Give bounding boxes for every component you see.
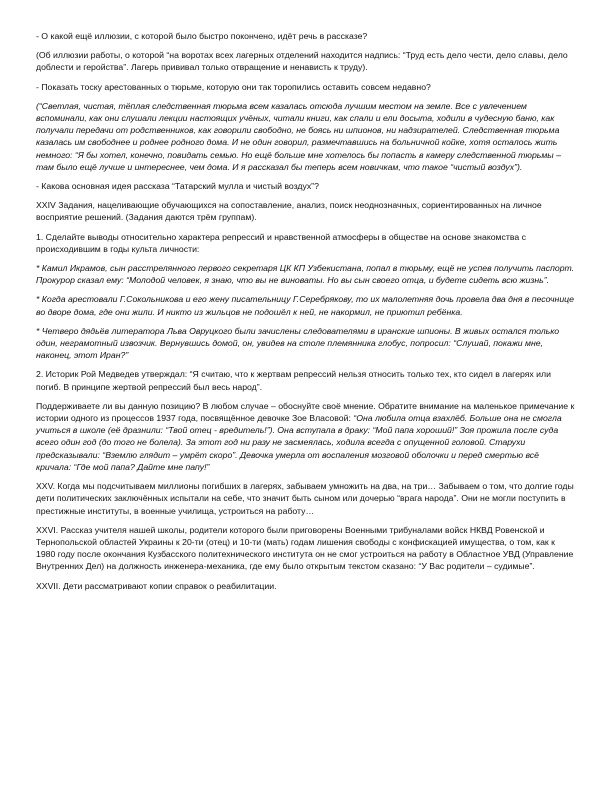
discussion-zoya-vlasova xyxy=(36,400,576,473)
section-xxvii: XXVII. Дети рассматривают копии справок о реабилитации. xyxy=(36,580,277,591)
section-xxv: XXV. Когда мы подсчитываем миллионы погибших в лагерях, забываем умножить на два, на три… Забываем о том, что долгие годы дети политических заключённых испытали на себе, что значит быть сыном или дочерью “врага народа”. Они не могли поступить в престижные институты, в военные училища, устроиться на работу… xyxy=(36,481,574,516)
discussion-lead: Поддерживаете ли вы данную позицию? В любом случае – обоснуйте своё мнение. Обратите внимание на маленькое примечание к истории одного из процессов 1937 года, посвящённое девочке Зое Власовой: xyxy=(36,400,575,424)
answer-prison-longing-quote: (“Светлая, чистая, тёплая следственная тюрьма всем казалась отсюда лучшим местом на земле. Все с увлечением вспоминали, как они слушали лекции настоящих учёных, читали книги, как спали и ели досыта, ходили в чудесную баню, как получали передачи от родственников, как говорили свободно, не боясь ни шпионов, ни надзирателей. Следственная тюрьма казалась им свободнее и роднее родного дома. И не один говорил, размечтавшись на больничной койке, хотя осталось жить немного: “Я бы хотел, конечно, повидать семью. Но ещё больше мне хотелось бы попасть в камеру следственной тюрьмы – там было ещё лучше и интереснее, чем дома. И я рассказал бы теперь всем новичкам, что такое “чистый воздух”). xyxy=(36,100,561,172)
question-main-idea: - Какова основная идея рассказа “Татарский мулла и чистый воздух”? xyxy=(36,181,319,192)
task-2: 2. Историк Рой Медведев утверждал: “Я считаю, что к жертвам репрессий нельзя относить только тех, кто сидел в лагерях или погиб. В принципе жертвой репрессий был весь народ”. xyxy=(36,369,551,392)
document-body xyxy=(36,30,576,599)
answer-illusion: (Об иллюзии работы, о которой “на воротах всех лагерных отделений находится надпись: “Труд есть дело чести, дело славы, дело доблести и геройства”. Лагерь прививал только отвращение и ненависть к труду). xyxy=(36,50,568,73)
question-illusion: - О какой ещё иллюзии, с которой было быстро покончено, идёт речь в рассказе? xyxy=(36,31,368,41)
section-xxiv-heading: XXIV Задания, нацеливающие обучающихся на сопоставление, анализ, поиск неоднозначных, сориентированных на личное восприятие решений. (Задания даются трём группам). xyxy=(36,200,542,223)
task-1: 1. Сделайте выводы относительно характера репрессий и нравственной атмосферы в обществе на основе знакомства с происходившим в годы культа личности: xyxy=(36,231,526,254)
section-xxvi: XXVI. Рассказ учителя нашей школы, родители которого были приговорены Военными трибуналами войск НКВД Ровенской и Тернопольской областей Украины к 20-ти (отец) и 10-ти (мать) годам лишения свободы с конфискацией имущества, о том, как к 1980 году после окончания Кузбасского политехнического института он не смог устроиться на работу в Областное УВД (Управление Внутренних Дел) на должность инженера-механика, где ему было открытым текстом сказано: “У Вас родители – судимые”. xyxy=(36,524,574,572)
example-ovrutsky: * Четверо дядьёв литератора Льва Овруцкого были зачислены следователями в иранские шпионы. В живых остался только один, неграмотный извозчик. Вернувшись домой, он, увидев на столе племянника глобус, попросил: “Слушай, покажи мне, наконец, этот Иран?” xyxy=(36,325,560,361)
zoya-quote: “Она любила отца взахлёб. Больше она не смогла учиться в школе (её дразнили: “Твой отец - вредитель!”). Она вступала в драку: “Мой папа хороший!” Зоя прожила после суда всего один год (до того не болела). За этот год ни разу не засмеялась, ходила всегда с опущенной головой. Старухи предсказывали: “Вземлю глядит – умрёт скоро”. Девочка умерла от воспаления мозговой оболочки и перед смертью всё кричала: “Где мой папа? Дайте мне папу!” xyxy=(36,413,562,472)
example-sokolnikov: * Когда арестовали Г.Сокольникова и его жену писательницу Г.Серебрякову, то их малолетняя дочь провела два дня в песочнице во дворе дома, где они жили. И никто из жильцов не подошёл к ней, не накормил, не приютил ребёнка. xyxy=(36,294,574,317)
example-ikramov: * Камил Икрамов, сын расстрелянного первого секретаря ЦК КП Узбекистана, попал в тюрьму, ещё не успев получить паспорт. Прокурор сказал ему: “Молодой человек, я знаю, что вы не виноваты. Но вы сын своего отца, и будете сидеть всю жизнь”. xyxy=(36,263,575,286)
question-prison-longing: - Показать тоску арестованных о тюрьме, которую они так торопились оставить совсем недавно? xyxy=(36,81,431,92)
